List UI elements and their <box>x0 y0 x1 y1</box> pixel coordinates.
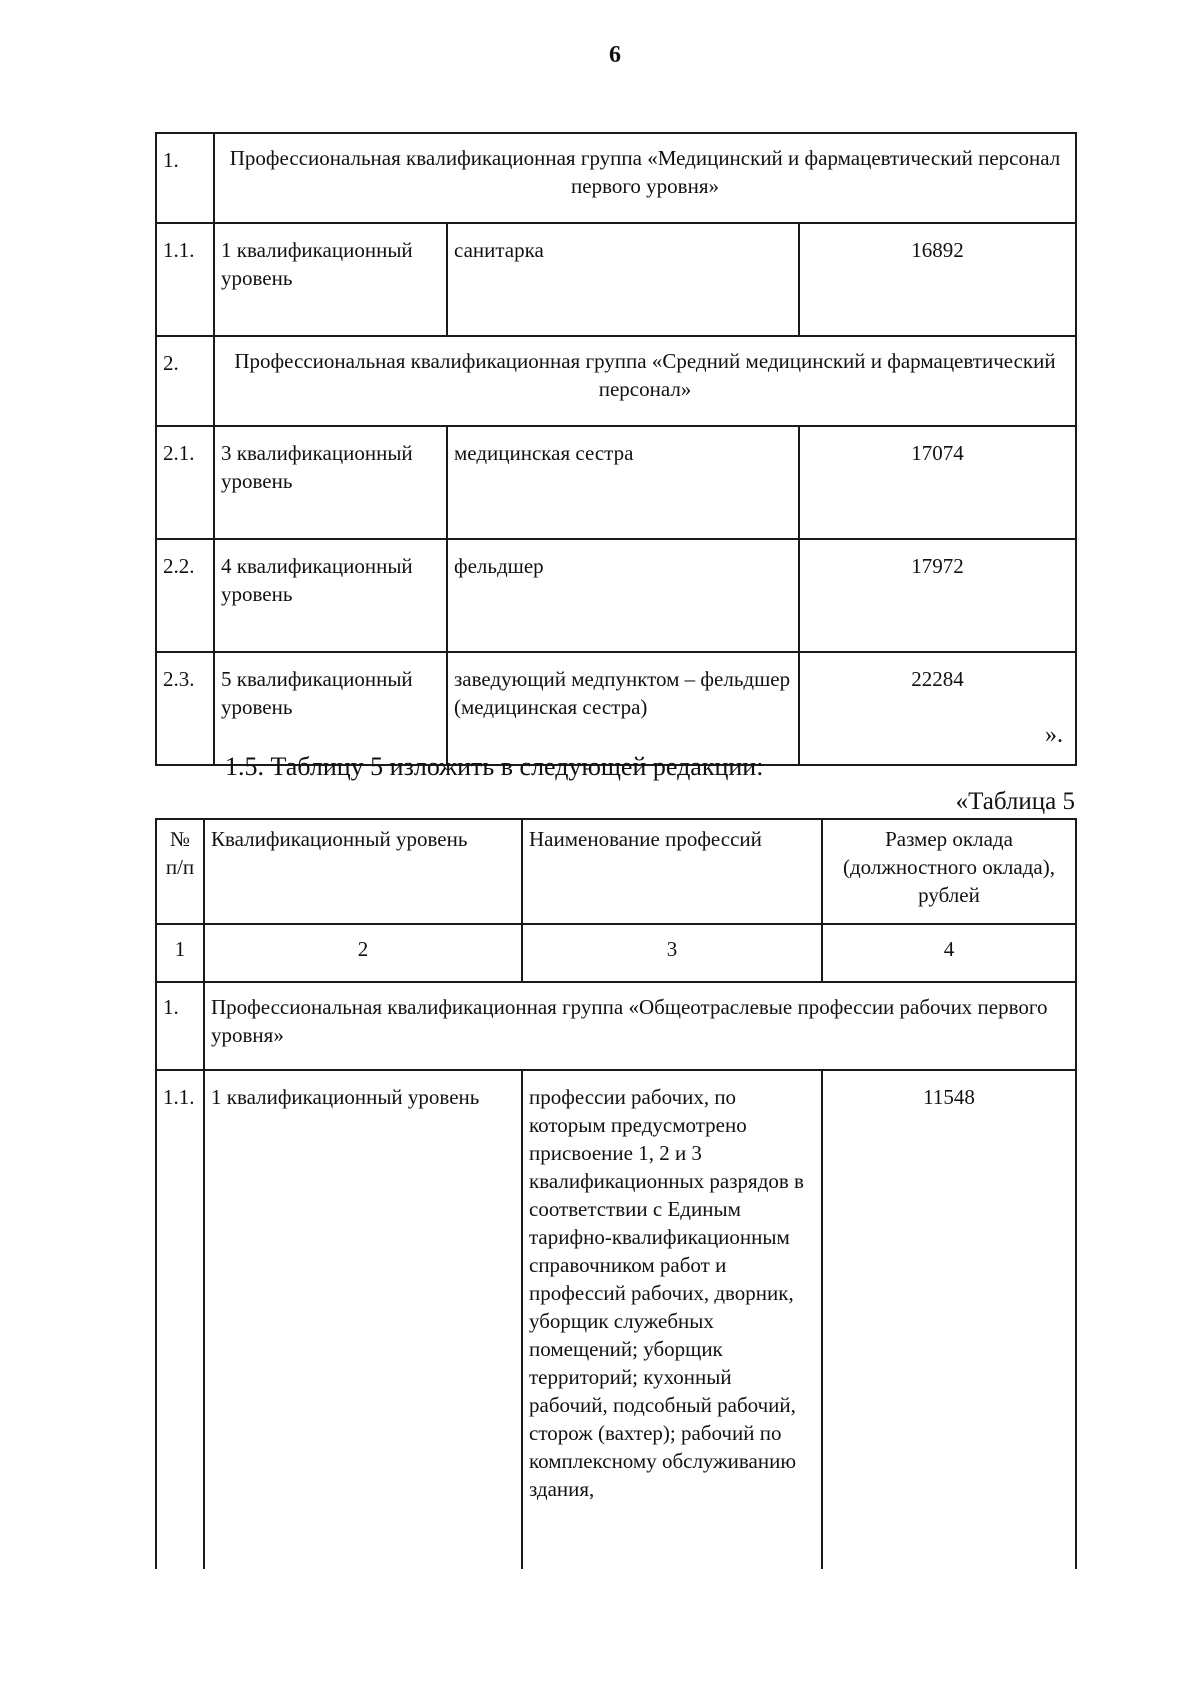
table-row <box>156 539 1076 652</box>
position-name: фельдшер <box>447 539 799 652</box>
position-name: санитарка <box>447 223 799 336</box>
header-number: № п/п <box>156 819 204 924</box>
qualification-level: 1 квалификационный уровень <box>214 223 447 336</box>
group-number: 1. <box>156 133 214 223</box>
group-number: 1. <box>156 982 204 1070</box>
salary-value: 16892 <box>799 223 1076 336</box>
salary-value: 22284 <box>799 652 1076 765</box>
table-row <box>156 652 1076 765</box>
column-index: 1 <box>156 924 204 982</box>
salary-value: 11548 <box>822 1070 1076 1569</box>
group-title: Профессиональная квалификационная группа «Общеотраслевые профессии рабочих первого уровня» <box>204 982 1076 1070</box>
group-title: Профессиональная квалификационная группа «Медицинский и фармацевтический персонал первого уровня» <box>214 133 1076 223</box>
table-row <box>156 223 1076 336</box>
profession-names: профессии рабочих, по которым предусмотрено присвоение 1, 2 и 3 квалификационных разрядов в соответствии с Единым тарифно-квалификационным справочником работ и профессий рабочих, дворник, уборщик служебных помещений; уборщик территорий; кухонный рабочий, подсобный рабочий, сторож (вахтер); рабочий по комплексному обслуживанию здания, <box>522 1070 822 1569</box>
salary-value: 17972 <box>799 539 1076 652</box>
page-number: 6 <box>609 42 621 68</box>
table-row <box>156 1070 1076 1569</box>
row-number: 2.3. <box>156 652 214 765</box>
closing-quote: ». <box>1045 722 1063 748</box>
table-group-row <box>156 982 1076 1070</box>
column-index: 2 <box>204 924 522 982</box>
salary-table-medical <box>155 132 1077 766</box>
table-group-row <box>156 336 1076 426</box>
table-group-row <box>156 133 1076 223</box>
position-name: заведующий медпунктом – фельдшер (медицинская сестра) <box>447 652 799 765</box>
qualification-level: 1 квалификационный уровень <box>204 1070 522 1569</box>
row-number: 1.1. <box>156 1070 204 1569</box>
position-name: медицинская сестра <box>447 426 799 539</box>
column-index: 3 <box>522 924 822 982</box>
table-row <box>156 426 1076 539</box>
header-professions: Наименование профессий <box>522 819 822 924</box>
qualification-level: 5 квалификационный уровень <box>214 652 447 765</box>
row-number: 2.1. <box>156 426 214 539</box>
header-level: Квалификационный уровень <box>204 819 522 924</box>
column-index-row <box>156 924 1076 982</box>
header-salary: Размер оклада (должностного оклада), рублей <box>822 819 1076 924</box>
salary-value: 17074 <box>799 426 1076 539</box>
table-caption: «Таблица 5 <box>955 788 1075 815</box>
instruction-text: 1.5. Таблицу 5 изложить в следующей редакции: <box>225 752 764 781</box>
group-number: 2. <box>156 336 214 426</box>
table-header-row <box>156 819 1076 924</box>
salary-table-workers <box>155 818 1077 1569</box>
qualification-level: 4 квалификационный уровень <box>214 539 447 652</box>
row-number: 1.1. <box>156 223 214 336</box>
column-index: 4 <box>822 924 1076 982</box>
row-number: 2.2. <box>156 539 214 652</box>
group-title: Профессиональная квалификационная группа «Средний медицинский и фармацевтический персонал» <box>214 336 1076 426</box>
qualification-level: 3 квалификационный уровень <box>214 426 447 539</box>
